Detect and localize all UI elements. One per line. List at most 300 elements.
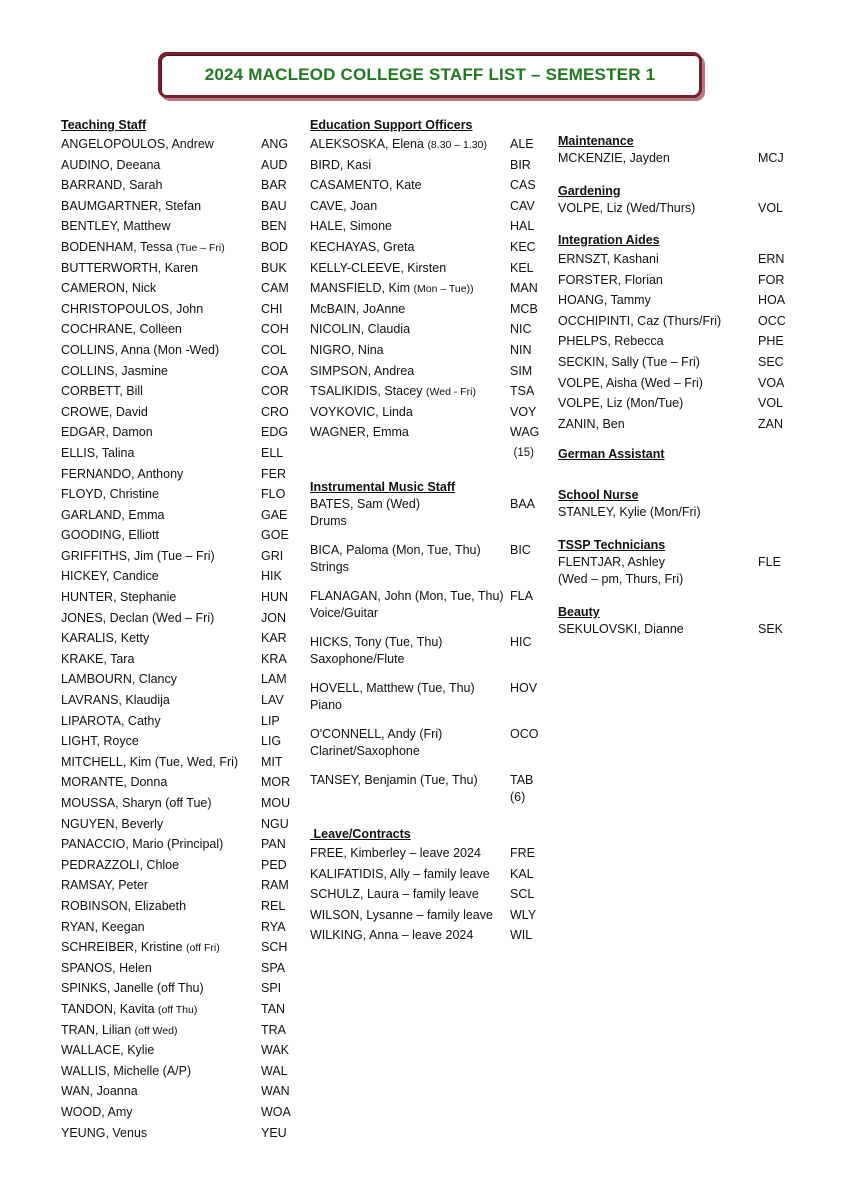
- staff-name-text: HICKEY, Candice: [61, 569, 159, 584]
- staff-row: [61, 464, 293, 485]
- staff-name-text: LAVRANS, Klaudija: [61, 693, 170, 708]
- staff-name-text: SPANOS, Helen: [61, 960, 152, 975]
- staff-name-text: BAUMGARTNER, Stefan: [61, 198, 202, 213]
- staff-name-text: FLOYD, Christine: [61, 487, 159, 502]
- staff-row: [61, 1020, 293, 1041]
- staff-row: [558, 331, 788, 352]
- staff-name-text: PANACCIO, Mario (Principal): [61, 837, 224, 852]
- staff-name: [310, 155, 510, 176]
- staff-name-text: McBAIN, JoAnne: [310, 301, 406, 316]
- staff-row: [558, 352, 788, 373]
- staff-name: [61, 917, 261, 938]
- staff-code: BAU: [261, 198, 287, 213]
- staff-code: WAK: [261, 1043, 290, 1058]
- staff-row: [558, 200, 788, 217]
- staff-name: [61, 711, 261, 732]
- staff-name-text: BARRAND, Sarah: [61, 178, 163, 193]
- staff-row: [61, 175, 293, 196]
- staff-name-text: SPINKS, Janelle (off Thu): [61, 981, 204, 996]
- staff-name-text: GOODING, Elliott: [61, 528, 159, 543]
- staff-name: BICA, Paloma (Mon, Tue, Thu): [310, 542, 481, 557]
- staff-row: [310, 402, 540, 423]
- staff-row: [61, 402, 293, 423]
- page-title: 2024 MACLEOD COLLEGE STAFF LIST – SEMESTER 1: [204, 65, 656, 84]
- staff-row: [61, 546, 293, 567]
- staff-row: [61, 855, 293, 876]
- staff-row: [558, 249, 788, 270]
- staff-code: EDG: [261, 425, 289, 440]
- staff-code: AUD: [261, 157, 288, 172]
- staff-code: SPI: [261, 981, 282, 996]
- title-banner: [158, 52, 702, 98]
- staff-name-text: VOLPE, Liz (Wed/Thurs): [558, 200, 696, 215]
- staff-code: FRE: [510, 845, 535, 860]
- staff-name-text: TANDON, Kavita: [61, 1001, 155, 1016]
- staff-row: [310, 216, 540, 237]
- staff-name: [310, 258, 510, 279]
- staff-name-text: CAMERON, Nick: [61, 281, 157, 296]
- staff-availability-note: (Mon – Tue)): [413, 283, 474, 296]
- staff-subline: Piano: [310, 697, 342, 712]
- staff-name: [61, 958, 261, 979]
- staff-row: [310, 381, 540, 402]
- staff-row: [61, 875, 293, 896]
- staff-row: [61, 608, 293, 629]
- staff-availability-note: (Tue – Fri): [176, 241, 225, 254]
- staff-name: [61, 896, 261, 917]
- staff-row: [310, 361, 540, 382]
- staff-name: [61, 1102, 261, 1123]
- staff-name-text: COCHRANE, Colleen: [61, 322, 182, 337]
- staff-name-text: RAMSAY, Peter: [61, 878, 149, 893]
- staff-name: [61, 505, 261, 526]
- staff-row: [61, 1102, 293, 1123]
- staff-name: [61, 237, 261, 258]
- staff-code: MOU: [261, 796, 291, 810]
- staff-code: LIP: [261, 713, 280, 728]
- staff-entry-details: [310, 588, 510, 634]
- staff-code: LIG: [261, 734, 282, 749]
- staff-name-text: HUNTER, Stephanie: [61, 590, 177, 605]
- staff-code: WAN: [261, 1084, 290, 1099]
- staff-name: [558, 200, 758, 217]
- staff-row: [310, 340, 540, 361]
- staff-name-text: KARALIS, Ketty: [61, 631, 150, 646]
- staff-name-text: NICOLIN, Claudia: [310, 322, 411, 337]
- eso-count: (15): [513, 446, 534, 459]
- staff-row: [558, 414, 788, 435]
- staff-row: [310, 278, 540, 299]
- staff-name: [61, 546, 261, 567]
- staff-code: WLY: [510, 907, 537, 922]
- staff-code: TAB: [510, 772, 534, 787]
- staff-name-text: JONES, Declan (Wed – Fri): [61, 610, 215, 625]
- staff-name-text: COLLINS, Jasmine: [61, 363, 168, 378]
- section-heading-eso: Education Support Officers: [310, 118, 473, 132]
- staff-name-text: KELLY-CLEEVE, Kirsten: [310, 260, 447, 275]
- staff-name: [558, 249, 758, 270]
- staff-subline: Voice/Guitar: [310, 605, 379, 620]
- staff-code: ZAN: [758, 416, 783, 431]
- staff-name: [61, 814, 261, 835]
- staff-code: RYA: [261, 919, 286, 934]
- staff-code-block: [510, 496, 540, 542]
- staff-code: CAV: [510, 198, 535, 213]
- staff-code: CAS: [510, 178, 536, 193]
- staff-subline: Clarinet/Saxophone: [310, 743, 420, 758]
- staff-name: [61, 340, 261, 361]
- gardening-list: [558, 200, 788, 217]
- staff-code: KEL: [510, 260, 534, 275]
- staff-name-text: BIRD, Kasi: [310, 157, 372, 172]
- staff-code: KRA: [261, 651, 287, 666]
- staff-name: O'CONNELL, Andy (Fri): [310, 726, 443, 741]
- staff-entry: [310, 772, 540, 818]
- staff-row: [61, 1123, 293, 1144]
- staff-code: KAL: [510, 866, 534, 881]
- staff-entry-details: [310, 634, 510, 680]
- staff-name-text: BENTLEY, Matthew: [61, 219, 171, 234]
- leave-list: [310, 843, 540, 946]
- staff-name: HOVELL, Matthew (Tue, Thu): [310, 680, 475, 695]
- staff-name: [558, 290, 758, 311]
- staff-name: [558, 270, 758, 291]
- staff-entry-details: [310, 542, 510, 588]
- staff-row: [61, 793, 293, 814]
- staff-name: [61, 1123, 261, 1144]
- staff-name: [558, 150, 758, 167]
- staff-row: [558, 270, 788, 291]
- staff-name-text: CORBETT, Bill: [61, 384, 143, 399]
- staff-name-text: GARLAND, Emma: [61, 507, 165, 522]
- staff-availability-note: (off Thu): [158, 1003, 198, 1016]
- staff-name-text: CROWE, David: [61, 404, 148, 419]
- leave-heading-text: Leave/Contracts: [313, 826, 411, 841]
- staff-row: [310, 884, 540, 905]
- staff-name-text: COLLINS, Anna (Mon -Wed): [61, 342, 220, 357]
- staff-name: [61, 1020, 261, 1041]
- section-heading-music: Instrumental Music Staff: [310, 479, 456, 494]
- staff-name-text: HALE, Simone: [310, 219, 392, 234]
- staff-name-text: MOUSSA, Sharyn (off Tue): [61, 796, 212, 810]
- staff-name: [61, 525, 261, 546]
- staff-code: FLO: [261, 487, 286, 502]
- staff-name: [310, 884, 510, 905]
- other-staff-column: [558, 133, 788, 637]
- staff-name: FLANAGAN, John (Mon, Tue, Thu): [310, 588, 504, 603]
- staff-code: HIK: [261, 569, 282, 584]
- staff-row: [61, 752, 293, 773]
- staff-row: [61, 340, 293, 361]
- staff-name-text: AUDINO, Deeana: [61, 157, 161, 172]
- staff-name: FLENTJAR, Ashley: [558, 554, 665, 569]
- staff-code: RAM: [261, 878, 289, 893]
- music-list: [310, 496, 540, 818]
- staff-code: FLE: [758, 554, 781, 569]
- staff-row: [61, 299, 293, 320]
- staff-row: [310, 925, 540, 946]
- staff-name: [310, 196, 510, 217]
- staff-code: MAN: [510, 281, 538, 296]
- staff-entry-details: [310, 726, 510, 772]
- staff-row: [310, 843, 540, 864]
- staff-code-block: [510, 634, 540, 680]
- staff-name: [310, 299, 510, 320]
- staff-entry: [310, 634, 540, 680]
- staff-code: SEC: [758, 354, 784, 369]
- staff-name: TANSEY, Benjamin (Tue, Thu): [310, 772, 478, 787]
- staff-code: SIM: [510, 363, 533, 378]
- staff-name-text: SEKULOVSKI, Dianne: [558, 621, 684, 636]
- staff-name: [310, 216, 510, 237]
- tssp-list: [558, 554, 788, 588]
- staff-row: [61, 525, 293, 546]
- staff-code: SEK: [758, 621, 784, 636]
- staff-name-text: FORSTER, Florian: [558, 272, 663, 287]
- staff-name-text: ELLIS, Talina: [61, 445, 135, 460]
- staff-name: [61, 1061, 261, 1082]
- staff-row: [310, 175, 540, 196]
- staff-name-text: TSALIKIDIS, Stacey: [310, 384, 423, 399]
- staff-name-text: LIPAROTA, Cathy: [61, 713, 161, 728]
- staff-name: [310, 237, 510, 258]
- staff-code: TRA: [261, 1022, 286, 1037]
- staff-entry-details: [558, 554, 758, 588]
- staff-row: [61, 978, 293, 999]
- staff-entry: [310, 496, 540, 542]
- staff-name: [558, 393, 758, 414]
- staff-row: [310, 319, 540, 340]
- staff-name: [61, 875, 261, 896]
- staff-code: REL: [261, 898, 286, 913]
- staff-name: [61, 1081, 261, 1102]
- staff-name-text: KALIFATIDIS, Ally – family leave: [310, 866, 490, 881]
- staff-name-text: WAN, Joanna: [61, 1084, 138, 1099]
- staff-code: BUK: [261, 260, 287, 275]
- staff-subline: Drums: [310, 513, 347, 528]
- staff-row: [310, 258, 540, 279]
- section-heading-beauty: Beauty: [558, 604, 600, 619]
- staff-name: [558, 621, 758, 638]
- staff-name-text: SCHULZ, Laura – family leave: [310, 887, 479, 902]
- staff-name-text: STANLEY, Kylie (Mon/Fri): [558, 505, 701, 520]
- staff-code: JON: [261, 610, 286, 625]
- staff-row: [61, 711, 293, 732]
- staff-code: SCH: [261, 940, 288, 955]
- staff-row: [61, 896, 293, 917]
- staff-name-text: MCKENZIE, Jayden: [558, 151, 670, 165]
- staff-name: [558, 331, 758, 352]
- staff-row: [61, 1040, 293, 1061]
- staff-name: [61, 669, 261, 690]
- staff-row: [61, 361, 293, 382]
- staff-code: WOA: [261, 1104, 291, 1119]
- staff-row: [558, 373, 788, 394]
- staff-name: [310, 134, 510, 155]
- staff-availability-note: (8.30 – 1.30): [427, 139, 487, 151]
- staff-row: [61, 278, 293, 299]
- maintenance-list: [558, 150, 788, 167]
- staff-row: [61, 566, 293, 587]
- staff-code: HAL: [510, 219, 535, 234]
- staff-row: [61, 587, 293, 608]
- staff-code: NIC: [510, 322, 532, 337]
- staff-name: [61, 628, 261, 649]
- eso-list: [310, 134, 540, 443]
- staff-entry: [310, 542, 540, 588]
- staff-code: MCB: [510, 301, 538, 316]
- staff-code: PED: [261, 857, 287, 872]
- staff-code: FOR: [758, 272, 785, 287]
- staff-code: [758, 504, 788, 521]
- staff-subline: Strings: [310, 559, 349, 574]
- staff-availability-note: (off Fri): [186, 942, 220, 955]
- staff-name: [310, 319, 510, 340]
- staff-row: [310, 864, 540, 885]
- section-heading-nurse: School Nurse: [558, 488, 639, 503]
- staff-name-text: WILKING, Anna – leave 2024: [310, 928, 474, 943]
- staff-code: PHE: [758, 334, 784, 349]
- section-heading-integration: Integration Aides: [558, 233, 660, 247]
- staff-code: MIT: [261, 754, 283, 769]
- staff-row: [310, 155, 540, 176]
- staff-name-text: ANGELOPOULOS, Andrew: [61, 137, 214, 151]
- staff-code: COA: [261, 363, 289, 378]
- staff-code: VOA: [758, 375, 785, 390]
- staff-name-text: CAVE, Joan: [310, 198, 378, 213]
- staff-name-text: KECHAYAS, Greta: [310, 239, 415, 254]
- staff-name: [61, 361, 261, 382]
- staff-code: SCL: [510, 887, 535, 902]
- staff-code: GRI: [261, 548, 284, 563]
- staff-name-text: VOYKOVIC, Linda: [310, 404, 413, 419]
- staff-row: [61, 937, 293, 958]
- staff-code: FLA: [510, 588, 533, 603]
- section-heading-teaching: Teaching Staff: [61, 118, 147, 132]
- staff-name-text: FERNANDO, Anthony: [61, 466, 184, 481]
- staff-code: LAM: [261, 672, 287, 687]
- staff-code: SPA: [261, 960, 286, 975]
- staff-row: [310, 237, 540, 258]
- staff-row: [61, 319, 293, 340]
- staff-code: OCO: [510, 726, 539, 741]
- staff-code: KAR: [261, 631, 287, 646]
- staff-row: [558, 393, 788, 414]
- staff-name-text: RYAN, Keegan: [61, 919, 145, 934]
- staff-entry: [310, 726, 540, 772]
- staff-name-text: ROBINSON, Elizabeth: [61, 898, 187, 913]
- staff-code: ALE: [510, 137, 534, 151]
- staff-code: HUN: [261, 590, 289, 605]
- staff-name-text: PEDRAZZOLI, Chloe: [61, 857, 180, 872]
- staff-code: HOA: [758, 293, 786, 308]
- staff-code: BIR: [510, 157, 531, 172]
- staff-code: GOE: [261, 528, 289, 543]
- staff-name-text: MITCHELL, Kim (Tue, Wed, Fri): [61, 754, 239, 769]
- staff-name-text: FREE, Kimberley – leave 2024: [310, 845, 481, 860]
- staff-name: [310, 381, 510, 402]
- staff-name-text: WAGNER, Emma: [310, 425, 409, 440]
- staff-name: [310, 340, 510, 361]
- staff-row: [61, 155, 293, 176]
- staff-name: [61, 937, 261, 958]
- staff-name-text: SCHREIBER, Kristine: [61, 940, 183, 955]
- staff-name: [61, 752, 261, 773]
- staff-row: [61, 422, 293, 443]
- staff-code: VOY: [510, 404, 537, 419]
- staff-availability-note: (off Wed): [134, 1024, 178, 1037]
- staff-code-block: [510, 542, 540, 588]
- staff-name: [558, 504, 758, 521]
- support-music-column: [310, 117, 540, 946]
- staff-name-text: WILSON, Lysanne – family leave: [310, 907, 493, 922]
- staff-name-text: ZANIN, Ben: [558, 416, 625, 431]
- staff-name-text: GRIFFITHS, Jim (Tue – Fri): [61, 548, 215, 563]
- staff-row: [61, 381, 293, 402]
- staff-name-text: BODENHAM, Tessa: [61, 239, 173, 254]
- staff-name: [310, 925, 510, 946]
- staff-name: [310, 864, 510, 885]
- staff-row: [310, 299, 540, 320]
- staff-name: [61, 999, 261, 1020]
- staff-name-text: WALLACE, Kylie: [61, 1043, 155, 1058]
- staff-name: [61, 978, 261, 999]
- staff-name-text: PHELPS, Rebecca: [558, 334, 664, 349]
- staff-code: TAN: [261, 1001, 286, 1016]
- staff-name-text: MANSFIELD, Kim: [310, 281, 411, 296]
- section-heading-maintenance: Maintenance: [558, 134, 634, 148]
- staff-name-text: WOOD, Amy: [61, 1104, 133, 1119]
- staff-name: [61, 793, 261, 814]
- staff-code: HOV: [510, 680, 538, 695]
- staff-row: [61, 772, 293, 793]
- staff-name: [61, 587, 261, 608]
- staff-row: [558, 311, 788, 332]
- staff-code: MCJ: [758, 151, 784, 165]
- section-heading-leave: [310, 826, 540, 843]
- staff-code: FER: [261, 466, 286, 481]
- staff-name-text: SIMPSON, Andrea: [310, 363, 415, 378]
- staff-entry: [310, 680, 540, 726]
- staff-row: [61, 917, 293, 938]
- staff-name: [558, 311, 758, 332]
- staff-code: ERN: [758, 252, 785, 266]
- staff-name-text: ERNSZT, Kashani: [558, 252, 659, 266]
- staff-code-block: [510, 772, 540, 818]
- staff-name-text: HOANG, Tammy: [558, 293, 651, 308]
- staff-code: ELL: [261, 445, 284, 460]
- staff-row: [310, 196, 540, 217]
- staff-name: [61, 196, 261, 217]
- staff-row: [558, 290, 788, 311]
- staff-name: [310, 843, 510, 864]
- staff-name: [61, 381, 261, 402]
- staff-entry-details: [310, 680, 510, 726]
- staff-name-text: EDGAR, Damon: [61, 425, 153, 440]
- staff-name: [310, 175, 510, 196]
- staff-name: [61, 278, 261, 299]
- staff-code: BAA: [510, 496, 536, 511]
- nurse-list: [558, 504, 788, 521]
- staff-name-text: LIGHT, Royce: [61, 734, 139, 749]
- staff-name: [61, 1040, 261, 1061]
- staff-row: [61, 834, 293, 855]
- staff-code-block: [510, 588, 540, 634]
- staff-row: [558, 150, 788, 167]
- staff-name-text: VOLPE, Liz (Mon/Tue): [558, 396, 684, 411]
- staff-code: BEN: [261, 219, 287, 234]
- staff-availability-note: (Wed - Fri): [426, 386, 476, 399]
